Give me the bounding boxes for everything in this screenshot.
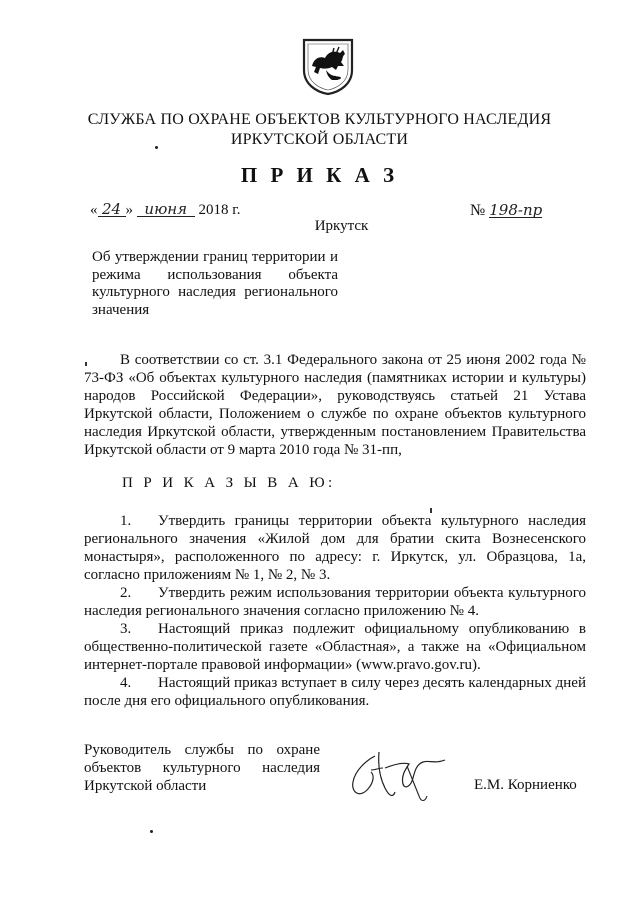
document-subject: Об утверждении границ территории и режима использования объекта культурного наследия регионального значения (92, 249, 338, 318)
coat-of-arms-icon (298, 36, 358, 96)
order-item-2 (84, 584, 586, 620)
order-item-3 (84, 620, 586, 674)
document-title: П Р И К А З (240, 163, 399, 187)
signatory-position (84, 741, 320, 795)
date-month: июня (137, 202, 195, 217)
org-name-line1: СЛУЖБА ПО ОХРАНЕ ОБЪЕКТОВ КУЛЬТУРНОГО НАСЛЕДИЯ (87, 111, 552, 128)
item-number: 3. (120, 621, 132, 637)
quote-open: « (90, 202, 98, 218)
order-items (84, 512, 586, 710)
item-text: Утвердить границы территории объекта культурного наследия регионального значения «Жилой дом для братии скита Вознесенского монастыря», расположенного по адресу: г. Иркутск, ул. Образцова, 1а, согласно приложениям № 1, № 2, № 3. (84, 513, 586, 583)
order-item-1 (84, 512, 586, 584)
org-name-line2: ИРКУТСКОЙ ОБЛАСТИ (230, 131, 409, 148)
order-heading: П Р И К А З Ы В А Ю: (122, 475, 336, 491)
item-text: Настоящий приказ подлежит официальному опубликованию в общественно-политической газете «Областная», а также на «Официальном интернет-портале правовой информации» (www.pravo.gov.ru). (84, 621, 586, 673)
preamble-paragraph: В соответствии со ст. 3.1 Федерального закона от 25 июня 2002 года № 73-ФЗ «Об объектах культурного наследия (памятниках истории и культуры) народов Российской Федерации», руководствуясь статьей 21 Устава Иркутской области, Положением о службе по охране объектов культурного наследия Иркутской области, утвержденным постановлением Правительства Иркутской области от 9 марта 2010 года № 31-пп, (84, 352, 586, 458)
position-line: Руководитель службы по охране (84, 742, 320, 758)
position-line: Иркутской области (84, 778, 207, 794)
handwritten-signature-icon (345, 746, 460, 806)
position-line: объектов культурного наследия (84, 760, 320, 776)
item-text: Утвердить режим использования территории объекта культурного наследия регионального значения согласно приложению № 4. (84, 585, 586, 619)
item-number: 4. (120, 675, 132, 691)
signatory-name: Е.М. Корниенко (474, 777, 577, 793)
document-date (90, 202, 240, 219)
quote-close: » (125, 202, 133, 218)
scan-speck (150, 830, 153, 833)
number-prefix: № (470, 202, 486, 219)
item-number: 1. (120, 513, 132, 529)
number-value: 198-пр (489, 201, 543, 219)
date-year: 2018 г. (198, 202, 241, 218)
document-city: Иркутск (314, 218, 369, 234)
item-number: 2. (120, 585, 132, 601)
order-item-4 (84, 674, 586, 710)
item-text: Настоящий приказ вступает в силу через десять календарных дней после дня его официального опубликования. (84, 675, 586, 709)
date-day: 24 (98, 202, 126, 217)
